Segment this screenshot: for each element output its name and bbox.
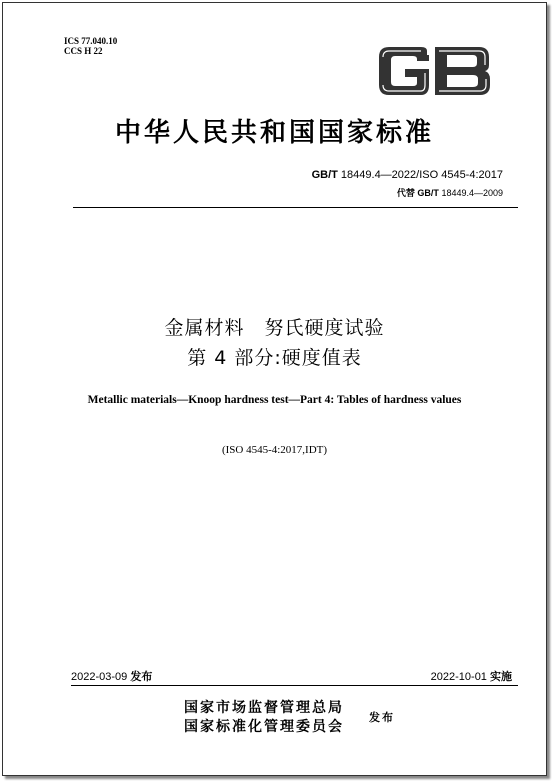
implement-date-label: 实施 bbox=[490, 671, 512, 683]
document-title-line1: 金属材料 努氏硬度试验 bbox=[164, 317, 385, 339]
ccs-code: CCS H 22 bbox=[64, 46, 103, 56]
publish-date-value: 2022-03-09 bbox=[71, 671, 128, 683]
issuer-line1: 国家市场监督管理总局 bbox=[184, 700, 344, 716]
implement-date bbox=[431, 668, 512, 684]
national-standard-title: 中华人民共和国国家标准 bbox=[114, 118, 434, 148]
header-divider bbox=[73, 207, 518, 208]
gb-logo-b-letter bbox=[435, 47, 490, 95]
standard-cover-page bbox=[2, 2, 547, 776]
document-title-english: Metallic materials—Knoop hardness test—Part 4: Tables of hardness values bbox=[87, 394, 462, 406]
issuer-line2: 国家标准化管理委员会 bbox=[184, 719, 344, 735]
issuing-authorities bbox=[184, 699, 344, 737]
adoption-note: (ISO 4545-4:2017,IDT) bbox=[221, 444, 328, 456]
issue-label: 发布 bbox=[369, 711, 395, 724]
standard-number-value: 18449.4—2022/ISO 4545-4:2017 bbox=[340, 169, 503, 181]
gb-logo bbox=[375, 45, 493, 97]
footer-divider bbox=[71, 685, 518, 686]
standard-number bbox=[312, 169, 503, 181]
implement-date-value: 2022-10-01 bbox=[430, 671, 487, 683]
replaces-prefix: 代替 GB/T bbox=[396, 188, 439, 198]
classification-codes bbox=[64, 36, 117, 56]
publish-date-label: 发布 bbox=[130, 671, 153, 683]
standard-number-prefix: GB/T bbox=[311, 169, 338, 181]
replaces-value: 18449.4—2009 bbox=[441, 188, 503, 198]
document-title-line2: 第 4 部分:硬度值表 bbox=[187, 347, 362, 369]
replaces-standard bbox=[397, 186, 503, 199]
ics-code: ICS 77.040.10 bbox=[64, 36, 118, 46]
publish-date bbox=[71, 668, 152, 684]
